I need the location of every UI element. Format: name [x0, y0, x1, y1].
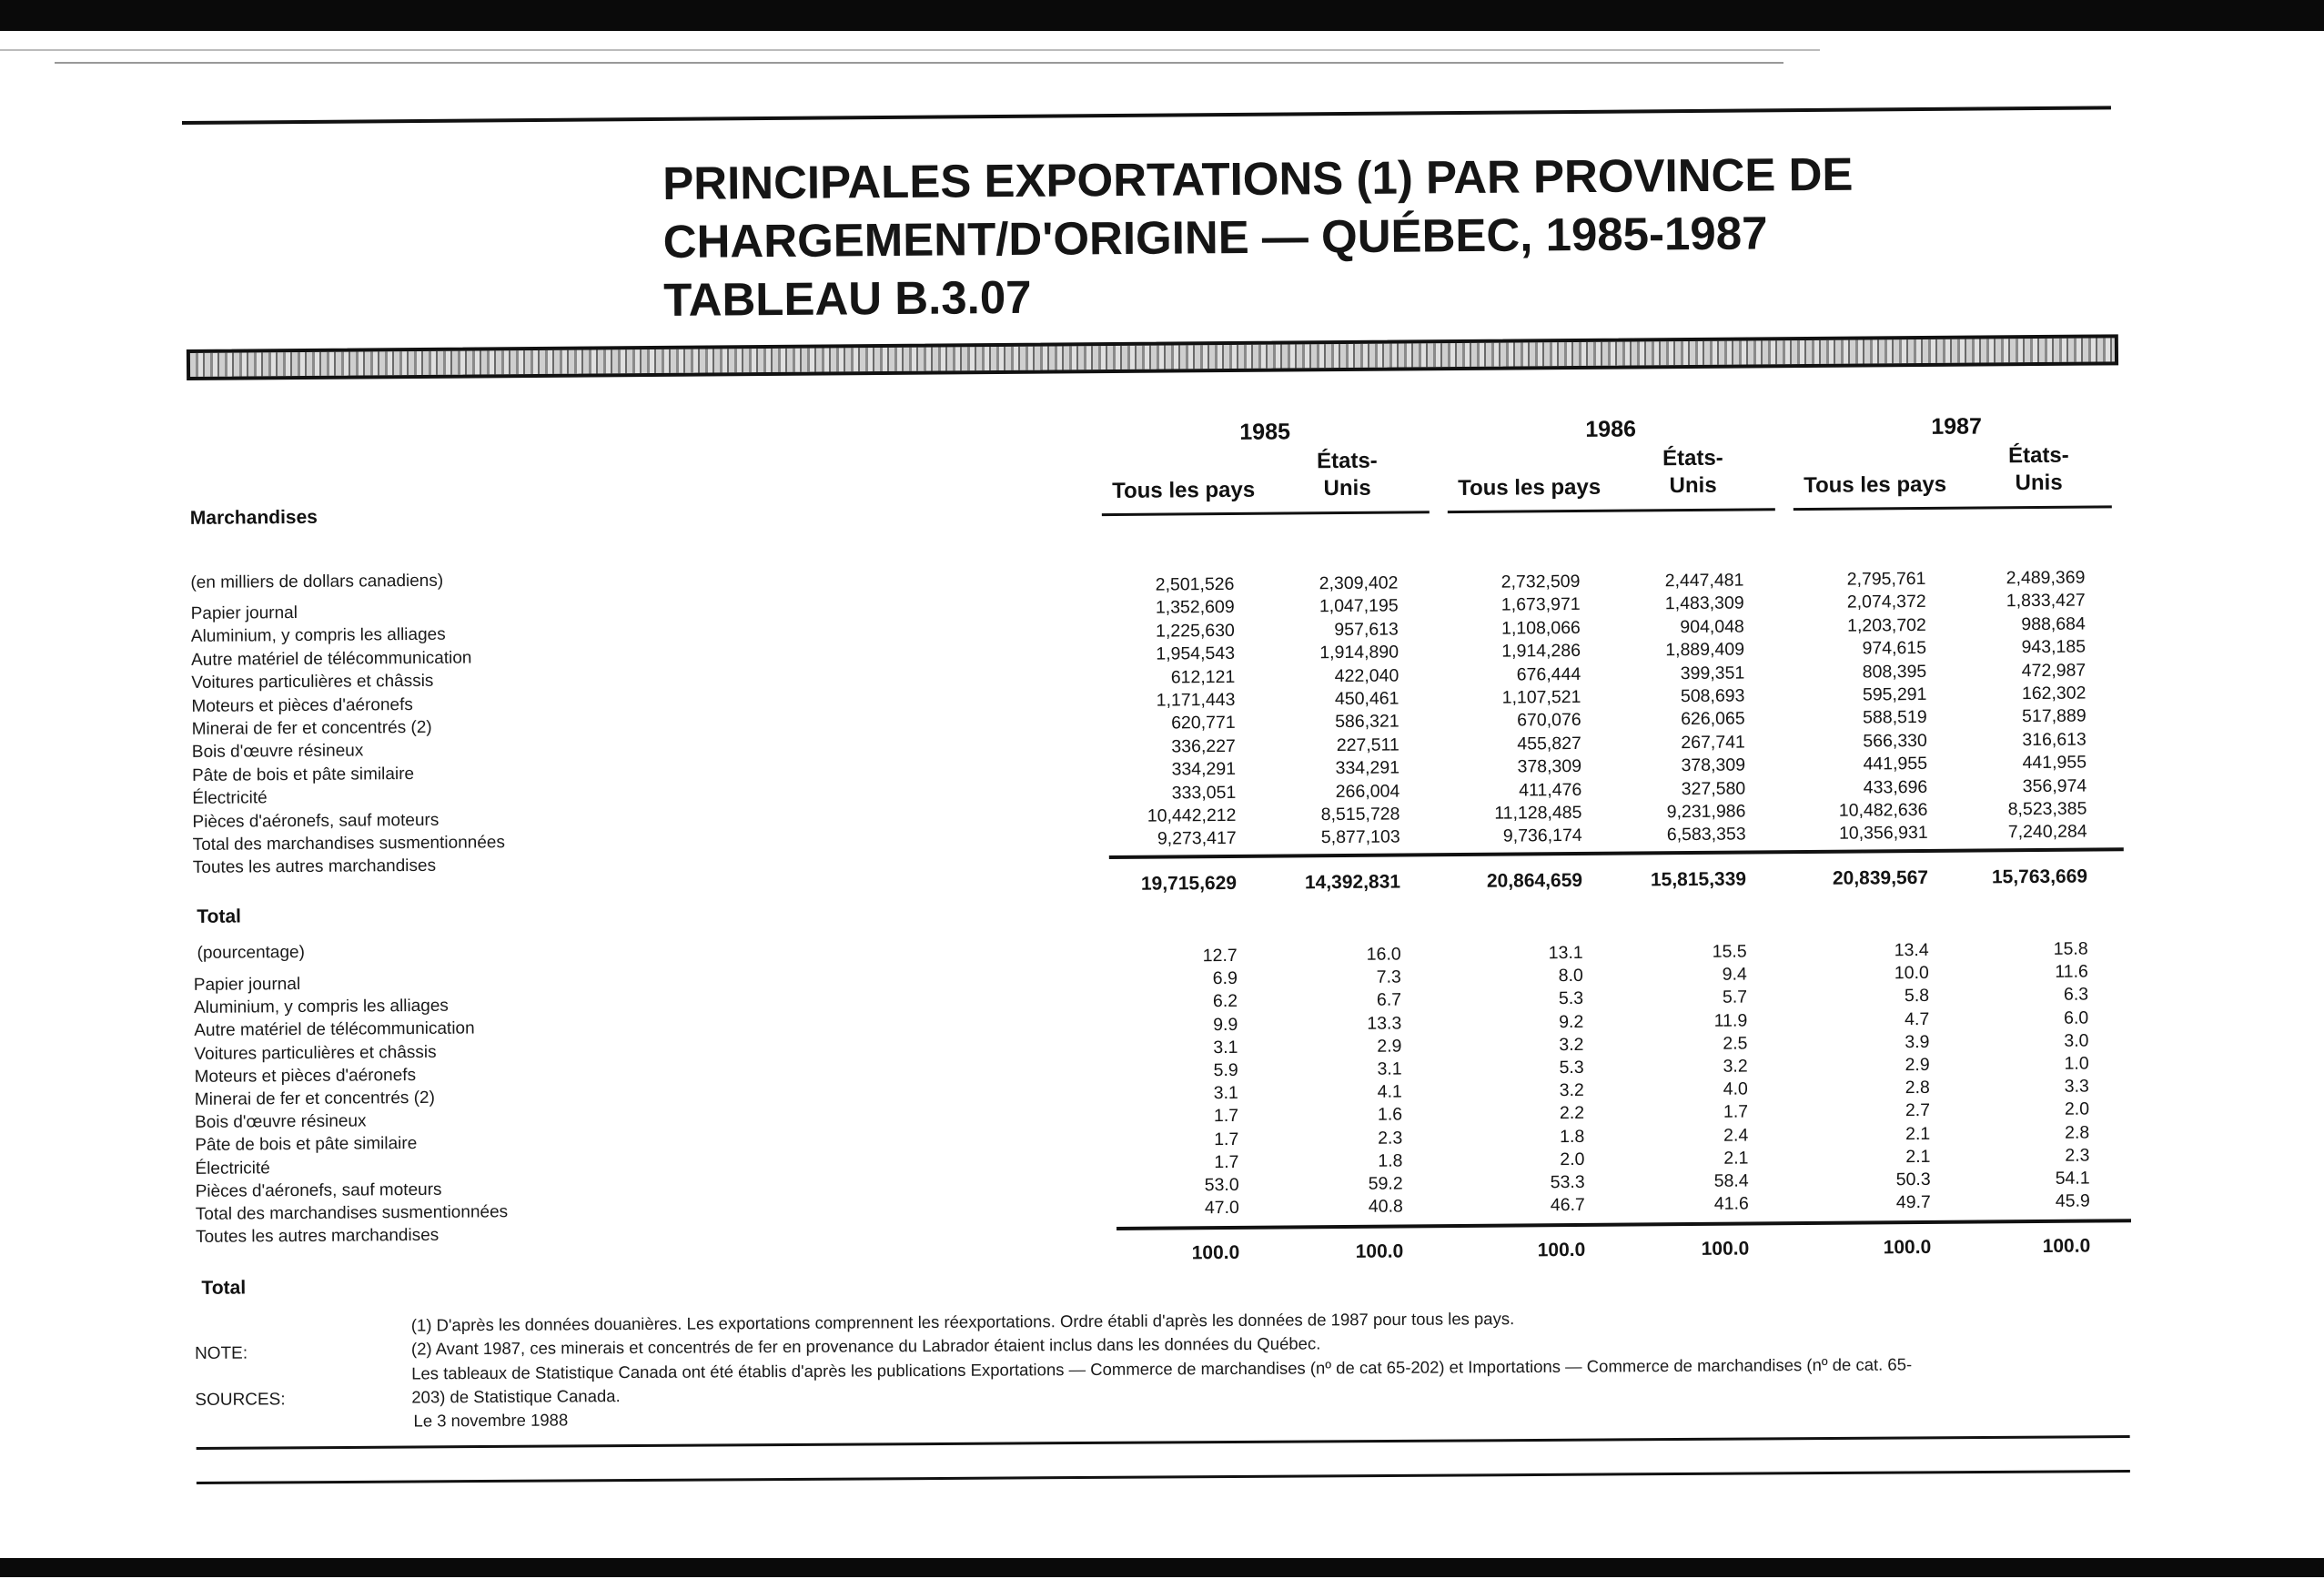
table-cell: 508,693 — [1680, 685, 1745, 707]
col-us-line2: Unis — [1323, 475, 1371, 501]
percent-unit-label: (pourcentage) — [197, 942, 305, 963]
table-cell: 2,447,481 — [1664, 570, 1744, 592]
table-cell: 4.0 — [1723, 1078, 1748, 1099]
table-cell: 4.1 — [1377, 1081, 1402, 1102]
table-cell: 54.1 — [2055, 1168, 2090, 1189]
table-cell: 49.7 — [1895, 1192, 1931, 1213]
table-cell: 957,613 — [1334, 619, 1399, 640]
table-cell: 1.7 — [1214, 1129, 1239, 1149]
table-cell: 2.1 — [1905, 1123, 1931, 1144]
table-cell: 5.8 — [1904, 986, 1930, 1007]
col-us-line1: États- — [2007, 442, 2069, 469]
table-cell: 1,047,195 — [1319, 595, 1399, 617]
table-cell: 5,877,103 — [1320, 826, 1400, 848]
table-cell: 53.3 — [1550, 1171, 1585, 1193]
table-cell: 2,489,369 — [2006, 567, 2086, 589]
table-cell: 472,987 — [2021, 660, 2087, 681]
col-all-1985: Tous les pays — [1112, 477, 1256, 503]
year-1987: 1987 — [1931, 413, 1983, 440]
table-cell: 595,291 — [1862, 683, 1927, 705]
table-cell: 974,615 — [1862, 638, 1927, 659]
row-label: Aluminium, y compris les alliages — [190, 625, 446, 647]
col-all-1986: Tous les pays — [1458, 474, 1602, 501]
table-cell: 9,736,174 — [1502, 825, 1582, 847]
table-cell: 1,483,309 — [1664, 592, 1744, 614]
table-cell: 1.8 — [1560, 1126, 1585, 1147]
table-cell: 9.4 — [1722, 964, 1747, 985]
title-line-2: CHARGEMENT/D'ORIGINE — QUÉBEC, 1985-1987 — [662, 207, 1768, 268]
table-cell: 3.0 — [2064, 1030, 2089, 1051]
table-cell: 47.0 — [1204, 1198, 1239, 1219]
row-label: Minerai de fer et concentrés (2) — [194, 1088, 435, 1109]
table-cell: 40.8 — [1368, 1196, 1403, 1217]
row-label: Électricité — [192, 788, 268, 809]
dollars-total-label: Total — [197, 906, 241, 927]
table-cell: 3.1 — [1377, 1058, 1402, 1079]
year-1986: 1986 — [1585, 416, 1637, 442]
row-label: Toutes les autres marchandises — [195, 1225, 440, 1248]
table-cell: 267,741 — [1681, 732, 1745, 753]
table-cell: 566,330 — [1863, 730, 1927, 752]
table-cell: 441,955 — [2022, 752, 2087, 774]
row-label: Minerai de fer et concentrés (2) — [191, 717, 432, 739]
table-cell: 2,309,402 — [1319, 572, 1399, 594]
table-cell: 336,227 — [1171, 735, 1236, 757]
table-cell: 626,065 — [1681, 708, 1745, 730]
table-cell: 1,833,427 — [2006, 590, 2086, 612]
row-label: Bois d'œuvre résineux — [191, 741, 364, 763]
row-label: Total des marchandises susmentionnées — [195, 1202, 509, 1224]
table-cell: 50.3 — [1895, 1169, 1931, 1190]
table-cell: 943,185 — [2021, 636, 2087, 658]
table-cell: 3.1 — [1213, 1083, 1238, 1104]
row-label: Pièces d'aéronefs, sauf moteurs — [195, 1179, 442, 1201]
table-cell: 378,309 — [1517, 756, 1582, 777]
table-cell: 517,889 — [2022, 705, 2087, 727]
table-cell: 6.2 — [1212, 991, 1238, 1012]
table-cell: 2,795,761 — [1846, 568, 1926, 590]
table-cell: 2.0 — [1560, 1149, 1585, 1169]
table-cell: 2.5 — [1723, 1033, 1748, 1054]
table-cell: 13.3 — [1367, 1013, 1402, 1034]
table-cell: 8,515,728 — [1320, 804, 1400, 825]
row-label: Papier journal — [190, 603, 298, 623]
row-label: Toutes les autres marchandises — [192, 856, 437, 878]
table-cell: 1,107,521 — [1501, 686, 1581, 708]
table-cell: 2.9 — [1905, 1054, 1930, 1076]
table-cell: 45.9 — [2055, 1190, 2090, 1212]
table-cell: 808,395 — [1862, 661, 1927, 683]
total-cell: 100.0 — [1191, 1241, 1240, 1264]
table-cell: 676,444 — [1516, 663, 1581, 685]
table-cell: 1.7 — [1723, 1101, 1749, 1123]
table-cell: 1,225,630 — [1156, 620, 1235, 642]
total-cell: 15,763,669 — [1991, 865, 2088, 888]
table-cell: 6.3 — [2063, 984, 2089, 1006]
total-cell: 15,815,339 — [1650, 868, 1747, 891]
table-cell: 6.7 — [1376, 989, 1402, 1011]
total-cell: 14,392,831 — [1304, 871, 1401, 894]
table-cell: 2.0 — [2064, 1098, 2090, 1120]
notes-rule-mid — [197, 1435, 2130, 1450]
row-header: Marchandises — [189, 506, 318, 529]
row-label: Autre matériel de télécommunication — [191, 648, 472, 670]
table-cell: 15.5 — [1712, 941, 1747, 962]
table-cell: 10.0 — [1894, 963, 1929, 984]
table-cell: 620,771 — [1171, 713, 1236, 734]
row-label: Pâte de bois et pâte similaire — [191, 764, 415, 785]
total-cell: 100.0 — [1883, 1236, 1932, 1259]
table-cell: 2.8 — [2065, 1122, 2090, 1143]
row-label: Pièces d'aéronefs, sauf moteurs — [192, 810, 440, 832]
title-line-1: PRINCIPALES EXPORTATIONS (1) PAR PROVINCE DE — [662, 147, 1854, 209]
table-cell: 5.9 — [1213, 1059, 1238, 1081]
table-cell: 1,889,409 — [1665, 639, 1745, 661]
table-cell: 12.7 — [1202, 945, 1238, 967]
table-cell: 1,352,609 — [1155, 597, 1235, 618]
percent-total-label: Total — [201, 1277, 247, 1299]
table-cell: 333,051 — [1171, 782, 1237, 804]
table-cell: 988,684 — [2021, 613, 2086, 634]
table-cell: 5.7 — [1722, 987, 1748, 1008]
table-cell: 13.4 — [1894, 939, 1929, 961]
row-label: Pâte de bois et pâte similaire — [195, 1134, 418, 1156]
table-cell: 441,955 — [1863, 754, 1928, 774]
table-cell: 334,291 — [1335, 757, 1400, 779]
table-cell: 612,121 — [1170, 666, 1236, 688]
table-cell: 1,108,066 — [1501, 617, 1581, 639]
table-cell: 433,696 — [1863, 776, 1928, 798]
table-cell: 10,356,931 — [1838, 823, 1928, 845]
table-cell: 11.9 — [1713, 1010, 1748, 1031]
scan-border-bottom — [0, 1558, 2324, 1577]
table-cell: 16.0 — [1366, 944, 1401, 965]
note-1: (1) D'après les données douanières. Les exportations comprennent les réexportations. Ordre établi d'après les données de 1987 pour tous les pays. — [410, 1309, 1515, 1335]
table-cell: 1.0 — [2064, 1053, 2089, 1074]
table-cell: 3.2 — [1723, 1056, 1748, 1077]
table-cell: 2,074,372 — [1846, 592, 1926, 613]
dollars-unit-label: (en milliers de dollars canadiens) — [190, 571, 444, 592]
table-cell: 162,302 — [2021, 683, 2087, 704]
table-cell: 7,240,284 — [2007, 821, 2087, 843]
table-cell: 41.6 — [1713, 1193, 1749, 1214]
table-cell: 1,203,702 — [1846, 614, 1926, 636]
table-cell: 904,048 — [1680, 616, 1744, 637]
col-us-line2: Unis — [2015, 470, 2063, 496]
table-cell: 5.3 — [1558, 988, 1584, 1009]
table-cell: 2.3 — [2065, 1145, 2090, 1166]
row-label: Total des marchandises susmentionnées — [192, 833, 506, 855]
table-cell: 1,954,543 — [1156, 643, 1236, 664]
table-cell: 2,732,509 — [1500, 571, 1581, 592]
table-cell: 1.7 — [1214, 1151, 1239, 1172]
table-cell: 2.1 — [1723, 1148, 1749, 1169]
table-cell: 1.7 — [1213, 1106, 1239, 1127]
row-label: Voitures particulières et châssis — [191, 672, 434, 693]
table-cell: 2.7 — [1905, 1100, 1931, 1121]
year-1985: 1985 — [1239, 419, 1291, 445]
table-cell: 11.6 — [2055, 961, 2088, 983]
table-cell: 2,501,526 — [1155, 573, 1235, 595]
table-cell: 266,004 — [1335, 781, 1400, 802]
total-cell: 100.0 — [1355, 1240, 1404, 1262]
col-all-1987: Tous les pays — [1804, 471, 1947, 499]
table-cell: 3.9 — [1905, 1031, 1930, 1052]
table-cell: 53.0 — [1204, 1174, 1239, 1196]
total-cell: 19,715,629 — [1140, 872, 1238, 895]
table-cell: 2.2 — [1559, 1103, 1585, 1124]
table-cell: 10,442,212 — [1147, 805, 1237, 826]
table-cell: 450,461 — [1334, 688, 1399, 710]
total-cell: 100.0 — [1537, 1239, 1586, 1261]
table-cell: 1.8 — [1378, 1150, 1403, 1171]
table-cell: 411,476 — [1519, 779, 1582, 801]
table-cell: 9,273,417 — [1157, 828, 1237, 849]
total-cell: 100.0 — [2042, 1235, 2091, 1257]
row-label: Moteurs et pièces d'aéronefs — [191, 694, 413, 716]
row-label: Moteurs et pièces d'aéronefs — [194, 1065, 417, 1087]
row-label: Voitures particulières et châssis — [194, 1042, 437, 1064]
table-cell: 2.3 — [1378, 1128, 1403, 1149]
table-cell: 59.2 — [1368, 1173, 1403, 1194]
table-cell: 3.3 — [2064, 1076, 2089, 1097]
row-label: Aluminium, y compris les alliages — [194, 996, 449, 1018]
table-cell: 1.6 — [1377, 1104, 1403, 1126]
sources-line-1: Les tableaux de Statistique Canada ont été établis d'après les publications Exportations — Commerce de marchandises (nº de cat 65-202) et Importations — Commerce de marchandises (nº de cat. 65- — [411, 1354, 1913, 1383]
note-2: (2) Avant 1987, ces minerais et concentrés de fer en provenance du Labrador étaient inclus dans les données du Québec. — [410, 1333, 1321, 1359]
table-cell: 422,040 — [1334, 665, 1399, 686]
table-cell: 586,321 — [1335, 711, 1399, 733]
table-cell: 2.9 — [1377, 1036, 1402, 1057]
total-cell: 100.0 — [1701, 1238, 1750, 1260]
table-cell: 3.2 — [1559, 1034, 1584, 1055]
table-cell: 15.8 — [2053, 938, 2088, 959]
table-cell: 46.7 — [1550, 1195, 1585, 1216]
table-cell: 2.4 — [1723, 1125, 1749, 1146]
title-line-3: TABLEAU B.3.07 — [663, 270, 1032, 326]
report-date: Le 3 novembre 1988 — [413, 1410, 569, 1431]
table-cell: 227,511 — [1336, 734, 1399, 755]
table-cell: 455,827 — [1517, 733, 1581, 754]
table-cell: 334,291 — [1171, 759, 1237, 780]
table-cell: 3.1 — [1213, 1037, 1238, 1058]
table-cell: 8,523,385 — [2007, 798, 2087, 820]
sources-line-2: 203) de Statistique Canada. — [411, 1386, 621, 1407]
sources-label: SOURCES: — [195, 1390, 286, 1410]
table-cell: 3.2 — [1559, 1080, 1584, 1101]
col-us-line2: Unis — [1669, 472, 1717, 499]
col-us-line1: États- — [1316, 448, 1378, 474]
table-cell: 2.1 — [1905, 1146, 1931, 1167]
table-cell: 7.3 — [1376, 967, 1401, 987]
col-us-line1: États- — [1662, 445, 1723, 471]
table-cell: 11,128,485 — [1494, 802, 1582, 824]
row-label: Papier journal — [193, 974, 301, 995]
table-cell: 316,613 — [2022, 729, 2087, 750]
total-cell: 20,839,567 — [1832, 866, 1929, 889]
table-cell: 670,076 — [1517, 710, 1581, 731]
table-cell: 6.0 — [2064, 1007, 2089, 1028]
table-cell: 13.1 — [1548, 942, 1583, 964]
table-cell: 58.4 — [1713, 1170, 1749, 1191]
note-label: NOTE: — [194, 1343, 248, 1363]
table-cell: 4.7 — [1905, 1008, 1930, 1029]
table-cell: 356,974 — [2022, 775, 2087, 796]
table-cell: 6,583,353 — [1666, 824, 1746, 845]
notes-rule-bottom — [197, 1470, 2130, 1484]
table-cell: 5.3 — [1559, 1057, 1584, 1078]
table-cell: 327,580 — [1681, 778, 1746, 799]
table-cell: 10,482,636 — [1838, 799, 1928, 821]
table-cell: 1,914,890 — [1319, 642, 1399, 663]
table-cell: 399,351 — [1680, 663, 1745, 683]
table-cell: 9.2 — [1559, 1011, 1584, 1032]
row-label: Bois d'œuvre résineux — [194, 1111, 367, 1133]
table-cell: 8.0 — [1558, 966, 1583, 987]
table-cell: 6.9 — [1212, 968, 1238, 989]
row-label: Électricité — [195, 1158, 270, 1179]
table-cell: 588,519 — [1863, 707, 1927, 728]
table-cell: 1,673,971 — [1500, 594, 1581, 616]
table-cell: 9,231,986 — [1666, 801, 1746, 823]
table-cell: 9.9 — [1213, 1014, 1238, 1035]
table-cell: 1,171,443 — [1156, 689, 1236, 711]
row-label: Autre matériel de télécommunication — [194, 1018, 475, 1041]
table-cell: 1,914,286 — [1501, 641, 1581, 662]
table-cell: 378,309 — [1681, 754, 1746, 776]
table-cell: 2.8 — [1905, 1078, 1930, 1098]
total-cell: 20,864,659 — [1486, 869, 1583, 892]
